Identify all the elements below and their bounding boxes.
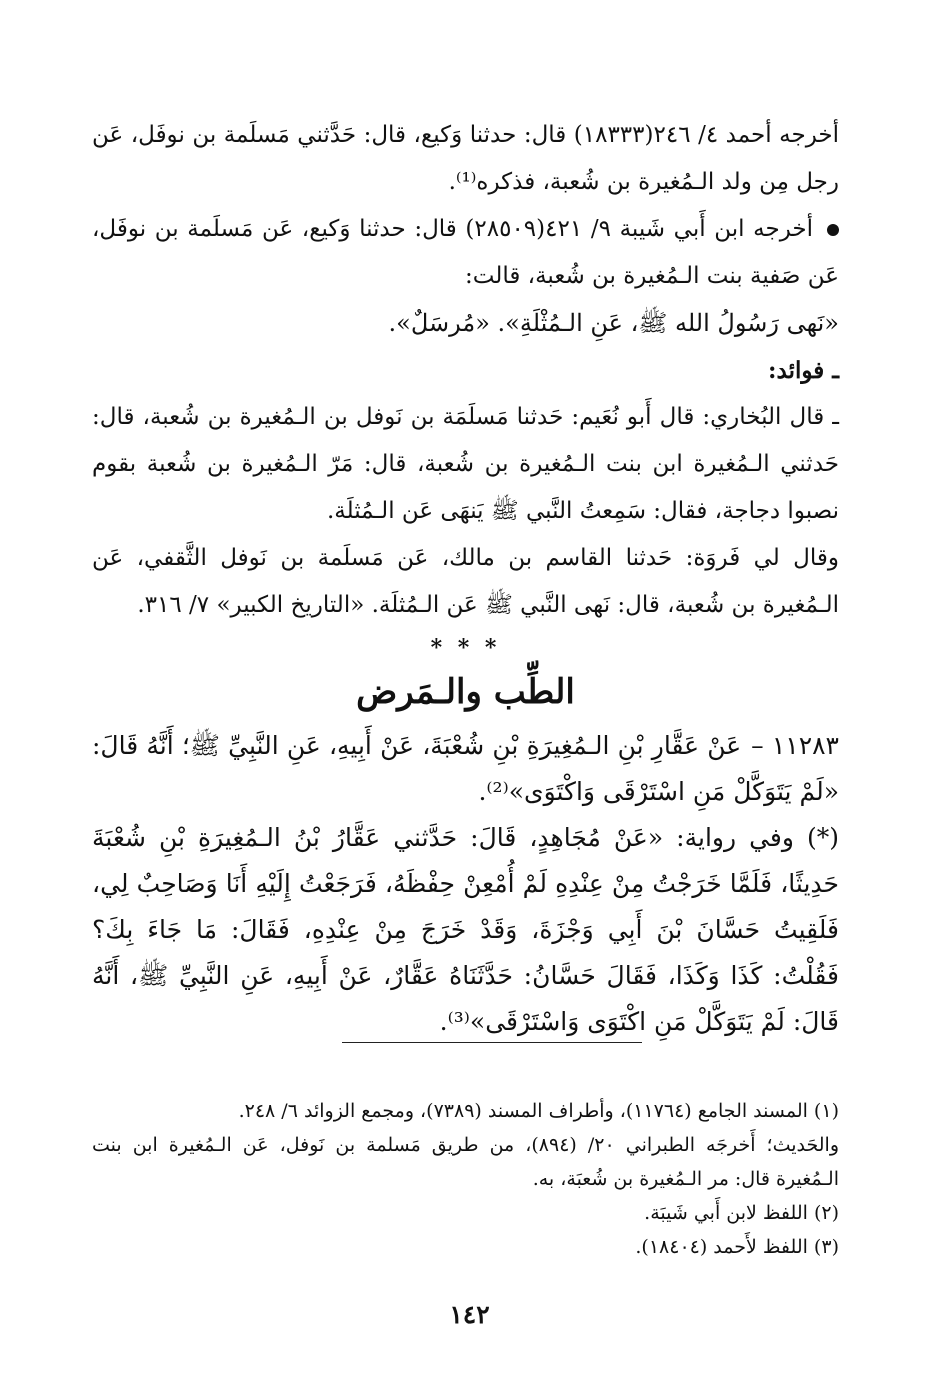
fawaid-heading: ـ فوائد: xyxy=(768,357,839,384)
quote-muthla: «نَهى رَسُولُ الله ﷺ، عَنِ الـمُثْلَةِ». «مُرسَلٌ». xyxy=(388,309,839,337)
footnote-1-continued: والحَديث؛ أَخرجَه الطبراني ٢٠/ (٨٩٤)، من طريق مَسلمة بن نَوفل، عَن الـمُغيرة ابن بنت الـمُغيرة قال: مر الـمُغيرة بن شُعبَة، به. xyxy=(92,1134,839,1190)
footnote-3: (٣) اللفظ لأَحمد (١٨٤٠٤). xyxy=(635,1236,839,1258)
paragraph-ahmad: أخرجه أحمد ٤/ ٢٤٦(١٨٣٣٣) قال: حدثنا وَكيع، قال: حَدَّثني مَسلَمة بن نوفَل، عَن رجل مِن ولد الـمُغيرة بن شُعبة، فذكره⁽¹⁾. xyxy=(92,122,839,195)
page-number: ١٤٢ xyxy=(449,1300,490,1329)
section-divider-stars: * * * xyxy=(430,635,501,661)
footnote-1: (١) المسند الجامع (١١٧٦٤)، وأطراف المسند (٧٣٨٩)، ومجمع الزوائد ٦/ ٢٤٨. xyxy=(238,1100,839,1122)
riwaya-paragraph: (*) وفي رواية: «عَنْ مُجَاهِدٍ، قَالَ: حَدَّثني عَقَّارُ بْنُ الـمُغِيرَةِ بْنِ شُعْبَةَ حَدِيثًا، فَلَمَّا خَرَجْتُ مِنْ عِنْدِهِ لَمْ أُمْعِنْ حِفْظَهُ، فَرَجَعْتُ إِلَيْهِ أَنَا وَصَاحِبٌ لِي، فَلَقِيتُ حَسَّانَ بْنَ أَبِي وَجْزَةَ، وَقَدْ خَرَجَ مِنْ عِنْدِهِ، فَقَالَ: مَا جَاءَ بِكَ؟ فَقُلْتُ: كَذَا وَكَذَا، فَقَالَ حَسَّانُ: حَدَّثَنَاهُ عَقَّارٌ، عَنْ أَبِيهِ، عَنِ النَّبِيِّ ﷺ، أَنَّهُ قَالَ: لَمْ يَتَوَكَّلْ مَنِ اكْتَوَى وَاسْتَرْقَى»⁽³⁾. xyxy=(92,823,839,1036)
paragraph-ibn-abi-shayba-text: أخرجه ابن أَبي شَيبة ٩/ ٤٢١(٢٨٥٠٩) قال: حدثنا وَكيع، عَن مَسلَمة بن نوفَل، عَن صَفية بنت الـمُغيرة بن شُعبة، قالت: xyxy=(92,216,839,289)
footnote-2: (٢) اللفظ لابن أَبي شَيبَة. xyxy=(644,1202,839,1224)
footnote-divider xyxy=(342,1042,642,1043)
section-title: الطِّب والـمَرض xyxy=(356,672,575,712)
hadith-text: عَنْ عَقَّارِ بْنِ الـمُغِيرَةِ بْنِ شُعْبَةَ، عَنْ أَبِيهِ، عَنِ النَّبِيِّ ﷺ؛ أَنَّهُ قَالَ: «لَمْ يَتَوَكَّلْ مَنِ اسْتَرْقَى وَاكْتَوَى»⁽²⁾. xyxy=(92,731,839,806)
footnote-block xyxy=(92,1094,839,1264)
paragraph-bukhari: ـ قال البُخاري: قال أَبو نُعَيم: حَدثنا مَسلَمَة بن نَوفل بن الـمُغيرة بن شُعبة، قال: حَدثني الـمُغيرة ابن بنت الـمُغيرة بن شُعبة، قال: مَرّ الـمُغيرة بن شُعبة بقوم نصبوا دجاجة، فقال: سَمِعتُ النَّبي ﷺ يَنهَى عَن الـمُثلَة. xyxy=(92,404,839,524)
bullet-icon xyxy=(827,224,839,236)
page-body xyxy=(92,112,839,1045)
hadith-entry xyxy=(92,723,839,815)
hadith-number: ١١٢٨٣ – xyxy=(751,731,839,760)
paragraph-ibn-abi-shayba xyxy=(92,206,839,300)
paragraph-farwa: وقال لي فَروَة: حَدثنا القاسم بن مالك، عَن مَسلَمة بن نَوفل الثَّقفي، عَن الـمُغيرة بن شُعبة، قال: نَهى النَّبي ﷺ عَن الـمُثلَة. «التاريخ الكبير» ٧/ ٣١٦. xyxy=(92,545,839,618)
